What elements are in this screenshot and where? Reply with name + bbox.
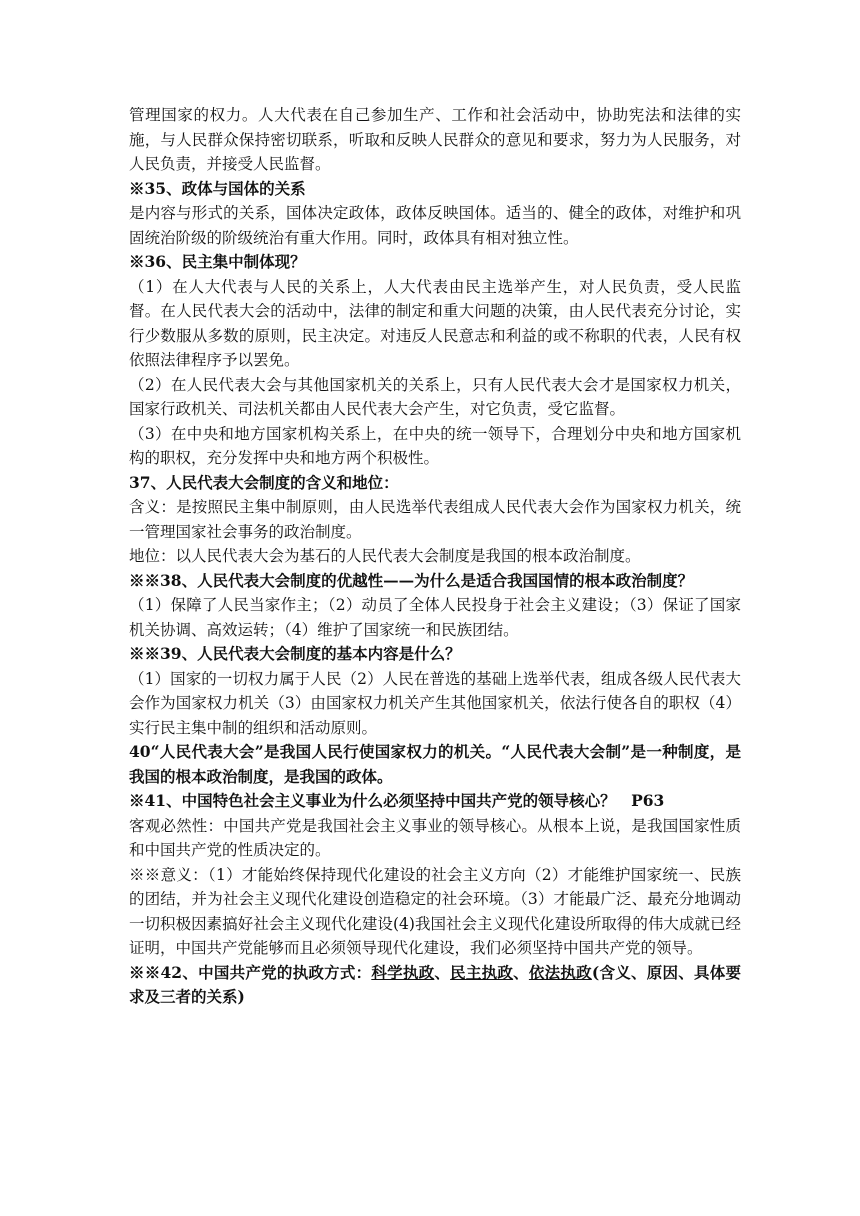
paragraph-34-continued: 管理国家的权力。人大代表在自己参加生产、工作和社会活动中，协助宪法和法律的实施，与人民群众保持密切联系，听取和反映人民群众的意见和要求，努力为人民服务，对人民负责，并接受人民监督。 (129, 106, 741, 173)
heading-42 (129, 961, 741, 1010)
paragraph-36-1: （1）在人大代表与人民的关系上，人大代表由民主选举产生，对人民负责，受人民监督。在人民代表大会的活动中，法律的制定和重大问题的决策，由人民代表充分讨论，实行少数服从多数的原则，民主决定。对违反人民意志和利益的或不称职的代表，人民有权依照法律程序予以罢免。 (129, 277, 741, 369)
heading-38: ※※38、人民代表大会制度的优越性——为什么是适合我国国情的根本政治制度？ (129, 570, 694, 590)
heading-36: ※36、民主集中制体现？ (129, 252, 306, 271)
document-page (129, 103, 741, 1010)
heading-35: ※35、政体与国体的关系 (129, 178, 306, 198)
heading-42-separator: 、 (513, 962, 529, 982)
heading-41: ※41、中国特色社会主义事业为什么必须坚持中国共产党的领导核心？ P63 (129, 791, 665, 810)
paragraph-36-2: （2）在人民代表大会与其他国家机关的关系上，只有人民代表大会才是国家权力机关，国家行政机关、司法机关都由人民代表大会产生，对它负责，受它监督。 (129, 375, 741, 418)
heading-37: 37、人民代表大会制度的含义和地位： (129, 472, 399, 492)
heading-42-suffix: (含义、原因、具体要求及三者的关系) (129, 962, 741, 1006)
heading-39: ※※39、人民代表大会制度的基本内容是什么？ (129, 644, 461, 663)
democratic-governance-term: 民主执政 (450, 962, 514, 982)
paragraph-41-necessity: 客观必然性：中国共产党是我国社会主义事业的领导核心。从根本上说，是我国国家性质和中国共产党的性质决定的。 (129, 816, 741, 859)
scientific-governance-term: 科学执政 (371, 962, 435, 982)
paragraph-40: 40“人民代表大会”是我国人民行使国家权力的机关。“人民代表大会制”是一种制度，是我国的根本政治制度，是我国的政体。 (129, 742, 741, 786)
paragraph-35: 是内容与形式的关系，国体决定政体，政体反映国体。适当的、健全的政体，对维护和巩固统治阶级的阶级统治有重大作用。同时，政体具有相对独立性。 (129, 204, 741, 247)
paragraph-38: （1）保障了人民当家作主；（2）动员了全体人民投身于社会主义建设；（3）保证了国家机关协调、高效运转；（4）维护了国家统一和民族团结。 (129, 596, 741, 639)
paragraph-37-status: 地位：以人民代表大会为基石的人民代表大会制度是我国的根本政治制度。 (129, 547, 641, 565)
paragraph-37-meaning: 含义：是按照民主集中制原则，由人民选举代表组成人民代表大会作为国家权力机关，统一管理国家社会事务的政治制度。 (129, 498, 741, 541)
paragraph-36-3: （3）在中央和地方国家机构关系上，在中央的统一领导下，合理划分中央和地方国家机构的职权，充分发挥中央和地方两个积极性。 (129, 424, 741, 467)
heading-42-prefix: ※※42、中国共产党的执政方式： (129, 962, 372, 982)
paragraph-39: （1）国家的一切权力属于人民（2）人民在普选的基础上选举代表，组成各级人民代表大会作为国家权力机关（3）由国家权力机关产生其他国家机关，依法行使各自的职权（4）实行民主集中制的组织和活动原则。 (129, 669, 741, 737)
heading-42-separator: 、 (434, 962, 451, 982)
paragraph-41-significance: ※※意义：（1）才能始终保持现代化建设的社会主义方向（2）才能维护国家统一、民族的团结，并为社会主义现代化建设创造稳定的社会环境。（3）才能最广泛、最充分地调动一切积极因素搞好社会主义现代化建设(4)我国社会主义现代化建设所取得的伟大成就已经证明，中国共产党能够而且必须领导现代化建设，我们必须坚持中国共产党的领导。 (129, 865, 741, 957)
lawful-governance-term: 依法执政 (528, 962, 592, 982)
